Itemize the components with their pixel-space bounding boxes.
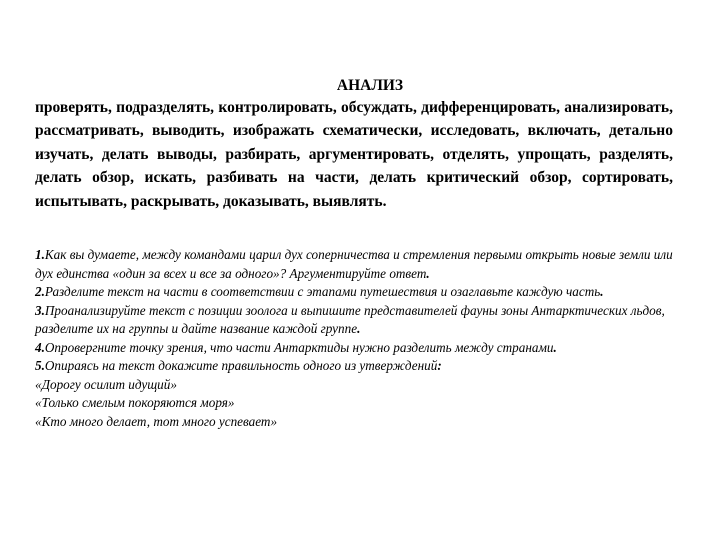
analysis-verbs-paragraph: проверять, подразделять, контролировать, обсуждать, дифференцировать, анализировать, рассматривать, выводить, изображать схематически, исследовать, включать, детально изучать, делать выводы, разбирать, аргументировать, отделять, упрощать, разделять, делать обзор, искать, разбивать на части, делать критический обзор, сортировать, испытывать, раскрывать, доказывать, выявлять. [35,99,673,210]
task-text: Опровергните точку зрения, что части Антарктиды нужно разделить между странами [44,339,554,355]
quote-item: «Только смелым покоряются моря» [35,395,235,410]
task-item [35,357,685,376]
task-text: Проанализируйте текст с позиции зоолога и выпишите представителей фауны зоны Антарктических льдов, разделите их на группы и дайте название каждой группе [35,302,665,336]
task-end-mark: . [357,321,361,336]
task-number: 4. [35,339,45,355]
task-text: Опираясь на текст докажите правильность одного из утверждений [44,358,438,373]
task-number: 3. [35,302,45,318]
quote-item: «Кто много делает, тот много успевает» [35,413,278,429]
task-item [35,302,685,339]
task-end-mark: . [426,265,430,281]
task-item [35,246,685,283]
task-item [35,283,685,302]
task-text: Разделите текст на части в соответствии с этапами путешествия и озаглавьте каждую часть [44,284,601,299]
task-item [35,339,685,358]
task-end-mark: . [600,284,604,299]
section-heading: АНАЛИЗ [336,77,404,94]
task-number: 5. [35,358,45,373]
task-end-mark: . [553,339,557,355]
task-number: 2. [35,284,45,299]
task-end-mark: : [437,358,442,373]
task-number: 1. [35,247,45,262]
task-text: Как вы думаете, между командами царил дух соперничества и стремления первыми открыть новые земли или дух единства «один за всех и все за одного»? Аргументируйте ответ [35,247,673,281]
task-list [35,246,685,431]
quote-item: «Дорогу осилит идущий» [35,376,177,392]
